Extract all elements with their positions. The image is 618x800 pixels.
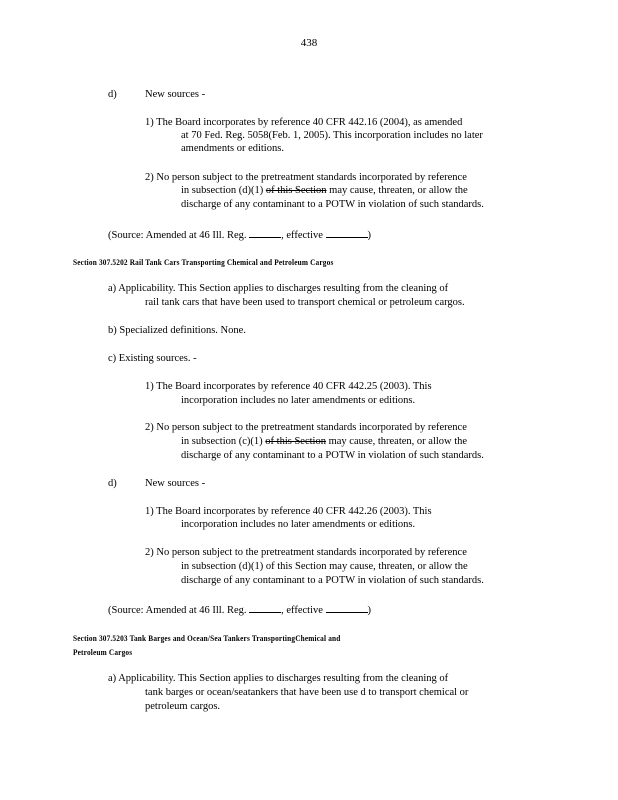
paragraph-line: 2) No person subject to the pretreatment standards incorporated by reference — [145, 547, 467, 558]
paragraph-line: amendments or editions. — [181, 143, 284, 154]
paragraph-line: a) Applicability. This Section applies to discharges resulting from the cleaning of — [108, 283, 449, 294]
paragraph-line: a) Applicability. This Section applies to discharges resulting from the cleaning of — [108, 673, 449, 684]
struck-text: of this Section — [265, 436, 326, 447]
blank-line — [326, 602, 368, 613]
blank-line — [249, 602, 281, 613]
paragraph-line-with-strike: in subsection (c)(1) of this Section may cause, threaten, or allow the — [181, 436, 468, 447]
paragraph-line: b) Specialized definitions. None. — [108, 325, 246, 336]
struck-text: of this Section — [265, 185, 327, 196]
blank-line — [326, 227, 368, 238]
blank-line — [249, 227, 281, 238]
paragraph-line: at 70 Fed. Reg. 5058(Feb. 1, 2005). This incorporation includes no later — [181, 130, 483, 141]
section-heading: Section 307.5202 Rail Tank Cars Transporting Chemical and Petroleum Cargos — [73, 257, 334, 267]
paragraph-line: 2) No person subject to the pretreatment standards incorporated by reference — [145, 422, 467, 433]
paragraph-line: incorporation includes no later amendments or editions. — [181, 395, 416, 406]
section-heading: Section 307.5203 Tank Barges and Ocean/Sea Tankers TransportingChemical and — [73, 633, 341, 643]
paragraph-line: rail tank cars that have been used to transport chemical or petroleum cargos. — [145, 297, 465, 308]
source-note: (Source: Amended at 46 Ill. Reg. , effective ) — [108, 227, 371, 242]
paragraph-line: incorporation includes no later amendments or editions. — [181, 519, 416, 530]
paragraph-line: 1) The Board incorporates by reference 40 CFR 442.26 (2003). This — [145, 506, 432, 517]
paragraph-line: petroleum cargos. — [145, 701, 221, 712]
section-heading: Petroleum Cargos — [73, 647, 133, 657]
subsection-title: New sources - — [145, 478, 206, 489]
page-number: 438 — [300, 37, 318, 49]
paragraph-line: tank barges or ocean/seatankers that have been use d to transport chemical or — [145, 687, 469, 698]
paragraph-line: discharge of any contaminant to a POTW in violation of such standards. — [181, 450, 484, 461]
subsection-label: d) — [108, 478, 117, 489]
paragraph-line: 1) The Board incorporates by reference 40 CFR 442.25 (2003). This — [145, 381, 432, 392]
subsection-title: New sources - — [145, 89, 206, 100]
source-note: (Source: Amended at 46 Ill. Reg. , effective ) — [108, 602, 371, 617]
paragraph-line: discharge of any contaminant to a POTW in violation of such standards. — [181, 199, 484, 210]
paragraph-line: 1) The Board incorporates by reference 40 CFR 442.16 (2004), as amended — [145, 117, 463, 128]
paragraph-line: in subsection (d)(1) of this Section may cause, threaten, or allow the — [181, 561, 468, 572]
paragraph-line-with-strike: in subsection (d)(1) of this Section may cause, threaten, or allow the — [181, 185, 468, 196]
subsection-title: c) Existing sources. - — [108, 353, 197, 364]
paragraph-line: 2) No person subject to the pretreatment standards incorporated by reference — [145, 172, 467, 183]
subsection-label: d) — [108, 89, 117, 100]
paragraph-line: discharge of any contaminant to a POTW in violation of such standards. — [181, 575, 484, 586]
